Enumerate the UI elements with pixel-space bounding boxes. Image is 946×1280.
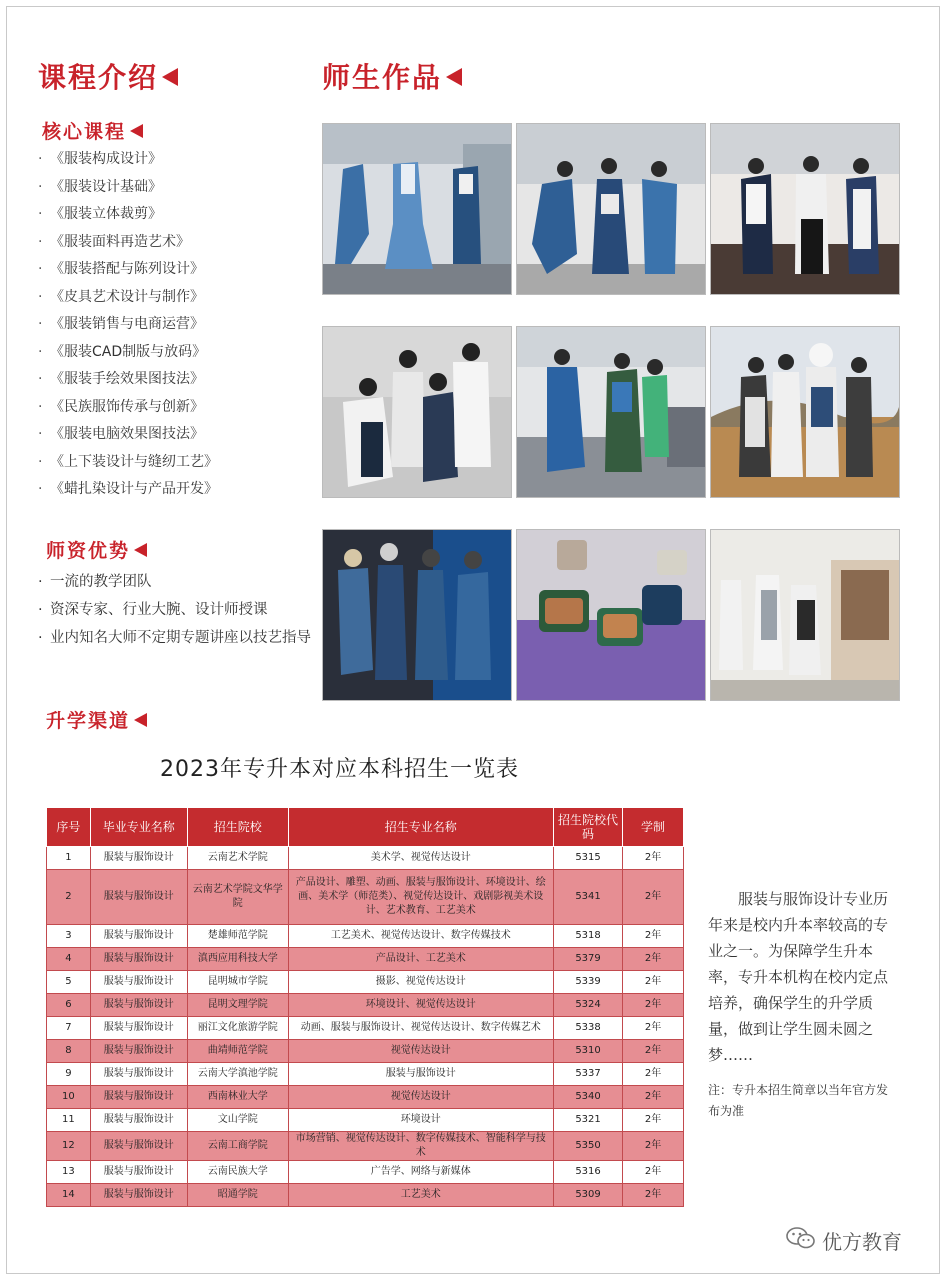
core-course-list: [38, 146, 218, 504]
cell-duration: 2年: [623, 1086, 684, 1109]
wechat-icon: [786, 1226, 816, 1255]
cell-major: 视觉传达设计: [288, 1086, 553, 1109]
cell-grad-major: 服装与服饰设计: [90, 870, 187, 925]
cell-school: 昆明文理学院: [187, 994, 288, 1017]
work-photo: [322, 326, 512, 498]
cell-major: 环境设计: [288, 1109, 553, 1132]
list-item: · 《服装设计基础》: [38, 178, 162, 195]
work-photo: [322, 529, 512, 701]
work-photo: [516, 326, 706, 498]
core-courses-heading: 核心课程: [42, 117, 143, 144]
cell-school: 楚雄师范学院: [187, 925, 288, 948]
list-item: · 《服装构成设计》: [38, 151, 162, 167]
cell-major: 美术学、视觉传达设计: [288, 847, 553, 870]
admissions-table: [46, 807, 684, 1207]
table-row: [47, 870, 684, 925]
cell-index: 12: [47, 1132, 91, 1161]
cell-code: 5379: [553, 948, 622, 971]
cell-index: 14: [47, 1184, 91, 1207]
cell-duration: 2年: [623, 1132, 684, 1161]
cell-school: 丽江文化旅游学院: [187, 1017, 288, 1040]
cell-major: 服装与服饰设计: [288, 1063, 553, 1086]
triangle-left-icon: [130, 124, 143, 138]
faculty-list: [38, 568, 330, 652]
cell-code: 5350: [553, 1132, 622, 1161]
cell-grad-major: 服装与服饰设计: [90, 1132, 187, 1161]
list-item: · 《服装面料再造艺术》: [38, 233, 190, 250]
cell-major: 摄影、视觉传达设计: [288, 971, 553, 994]
cell-code: 5337: [553, 1063, 622, 1086]
works-heading: 师生作品: [322, 56, 462, 96]
list-item: · 《服装CAD制版与放码》: [38, 343, 207, 360]
cell-duration: 2年: [623, 1040, 684, 1063]
cell-major: 工艺美术、视觉传达设计、数字传媒技术: [288, 925, 553, 948]
cell-major: 视觉传达设计: [288, 1040, 553, 1063]
table-row: [47, 1040, 684, 1063]
list-item: · 资深专家、行业大腕、设计师授课: [38, 602, 268, 618]
cell-code: 5310: [553, 1040, 622, 1063]
table-row: [47, 1017, 684, 1040]
cell-index: 8: [47, 1040, 91, 1063]
work-photo: [710, 123, 900, 295]
cell-index: 10: [47, 1086, 91, 1109]
cell-index: 9: [47, 1063, 91, 1086]
cell-duration: 2年: [623, 870, 684, 925]
cell-grad-major: 服装与服饰设计: [90, 994, 187, 1017]
triangle-left-icon: [162, 68, 178, 86]
cell-school: 云南艺术学院: [187, 847, 288, 870]
list-item: · 《服装手绘效果图技法》: [38, 371, 204, 387]
col-header: 招生院校: [187, 808, 288, 847]
cell-code: 5318: [553, 925, 622, 948]
cell-major: 环境设计、视觉传达设计: [288, 994, 553, 1017]
table-row: [47, 925, 684, 948]
triangle-left-icon: [134, 713, 147, 727]
work-photo: [710, 529, 900, 701]
table-row: [47, 1184, 684, 1207]
cell-school: 云南艺术学院文华学院: [187, 870, 288, 925]
cell-index: 4: [47, 948, 91, 971]
cell-school: 昆明城市学院: [187, 971, 288, 994]
cell-grad-major: 服装与服饰设计: [90, 847, 187, 870]
cell-code: 5316: [553, 1161, 622, 1184]
cell-index: 1: [47, 847, 91, 870]
cell-code: 5341: [553, 870, 622, 925]
table-row: [47, 1086, 684, 1109]
cell-index: 2: [47, 870, 91, 925]
cell-code: 5315: [553, 847, 622, 870]
cell-grad-major: 服装与服饰设计: [90, 1184, 187, 1207]
table-row: [47, 1132, 684, 1161]
cell-duration: 2年: [623, 948, 684, 971]
list-item: · 《皮具艺术设计与制作》: [38, 288, 204, 305]
cell-index: 3: [47, 925, 91, 948]
cell-school: 云南大学滇池学院: [187, 1063, 288, 1086]
cell-duration: 2年: [623, 1109, 684, 1132]
cell-duration: 2年: [623, 1063, 684, 1086]
cell-duration: 2年: [623, 1017, 684, 1040]
cell-major: 广告学、网络与新媒体: [288, 1161, 553, 1184]
table-row: [47, 1109, 684, 1132]
list-item: · 业内知名大师不定期专题讲座以技艺指导: [38, 630, 311, 646]
cell-duration: 2年: [623, 971, 684, 994]
list-item: · 《服装立体裁剪》: [38, 206, 162, 222]
works-photo-grid: [322, 123, 898, 699]
col-header: 招生院校代码: [553, 808, 622, 847]
cell-index: 11: [47, 1109, 91, 1132]
cell-index: 7: [47, 1017, 91, 1040]
cell-school: 昭通学院: [187, 1184, 288, 1207]
list-item: · 《民族服饰传承与创新》: [38, 398, 204, 415]
table-row: [47, 948, 684, 971]
cell-code: 5338: [553, 1017, 622, 1040]
cell-school: 曲靖师范学院: [187, 1040, 288, 1063]
work-photo: [516, 123, 706, 295]
cell-grad-major: 服装与服饰设计: [90, 1017, 187, 1040]
cell-code: 5339: [553, 971, 622, 994]
table-title: 2023年专升本对应本科招生一览表: [160, 757, 519, 782]
cell-duration: 2年: [623, 925, 684, 948]
cell-major: 市场营销、视觉传达设计、数字传媒技术、智能科学与技术: [288, 1132, 553, 1161]
list-item: · 《服装销售与电商运营》: [38, 316, 204, 332]
cell-school: 云南工商学院: [187, 1132, 288, 1161]
work-photo: [710, 326, 900, 498]
col-header: 招生专业名称: [288, 808, 553, 847]
table-header-row: [47, 808, 684, 847]
cell-major: 产品设计、工艺美术: [288, 948, 553, 971]
cell-index: 6: [47, 994, 91, 1017]
table-row: [47, 971, 684, 994]
cell-duration: 2年: [623, 1161, 684, 1184]
list-item: · 《蜡扎染设计与产品开发》: [38, 481, 218, 497]
table-row: [47, 1063, 684, 1086]
triangle-left-icon: [134, 543, 147, 557]
cell-code: 5324: [553, 994, 622, 1017]
cell-code: 5321: [553, 1109, 622, 1132]
col-header: 序号: [47, 808, 91, 847]
brand-watermark: [786, 1226, 902, 1255]
work-photo: [516, 529, 706, 701]
pathway-heading: 升学渠道: [46, 706, 147, 733]
cell-grad-major: 服装与服饰设计: [90, 1063, 187, 1086]
work-photo: [322, 123, 512, 295]
cell-grad-major: 服装与服饰设计: [90, 971, 187, 994]
cell-grad-major: 服装与服饰设计: [90, 1040, 187, 1063]
list-item: · 《服装搭配与陈列设计》: [38, 261, 204, 277]
cell-major: 产品设计、雕塑、动画、服装与服饰设计、环境设计、绘画、美术学（师范类）、视觉传达设计、戏剧影视美术设计、艺术教育、工艺美术: [288, 870, 553, 925]
cell-duration: 2年: [623, 1184, 684, 1207]
cell-school: 滇西应用科技大学: [187, 948, 288, 971]
cell-code: 5340: [553, 1086, 622, 1109]
cell-major: 动画、服装与服饰设计、视觉传达设计、数字传媒艺术: [288, 1017, 553, 1040]
col-header: 学制: [623, 808, 684, 847]
list-item: · 《上下装设计与缝纫工艺》: [38, 453, 218, 470]
cell-school: 云南民族大学: [187, 1161, 288, 1184]
cell-duration: 2年: [623, 994, 684, 1017]
side-paragraph: 服装与服饰设计专业历年来是校内升本率较高的专业之一。为保障学生升本率，专升本机构在校内定点培养，确保学生的升学质量，做到让学生圆未圆之梦……: [708, 890, 889, 1064]
course-intro-heading: 课程介绍: [38, 56, 178, 96]
note-text: 注：专升本招生简章以当年官方发布为准: [708, 1083, 889, 1118]
cell-index: 13: [47, 1161, 91, 1184]
cell-grad-major: 服装与服饰设计: [90, 1109, 187, 1132]
cell-school: 西南林业大学: [187, 1086, 288, 1109]
cell-grad-major: 服装与服饰设计: [90, 1161, 187, 1184]
cell-code: 5309: [553, 1184, 622, 1207]
table-row: [47, 847, 684, 870]
cell-index: 5: [47, 971, 91, 994]
cell-grad-major: 服装与服饰设计: [90, 948, 187, 971]
col-header: 毕业专业名称: [90, 808, 187, 847]
table-row: [47, 1161, 684, 1184]
brand-name: 优方教育: [822, 1230, 902, 1254]
cell-school: 文山学院: [187, 1109, 288, 1132]
list-item: · 《服装电脑效果图技法》: [38, 426, 204, 442]
list-item: · 一流的教学团队: [38, 574, 152, 590]
cell-duration: 2年: [623, 847, 684, 870]
cell-major: 工艺美术: [288, 1184, 553, 1207]
table-row: [47, 994, 684, 1017]
cell-grad-major: 服装与服饰设计: [90, 925, 187, 948]
cell-grad-major: 服装与服饰设计: [90, 1086, 187, 1109]
faculty-heading: 师资优势: [46, 536, 147, 563]
triangle-left-icon: [446, 68, 462, 86]
